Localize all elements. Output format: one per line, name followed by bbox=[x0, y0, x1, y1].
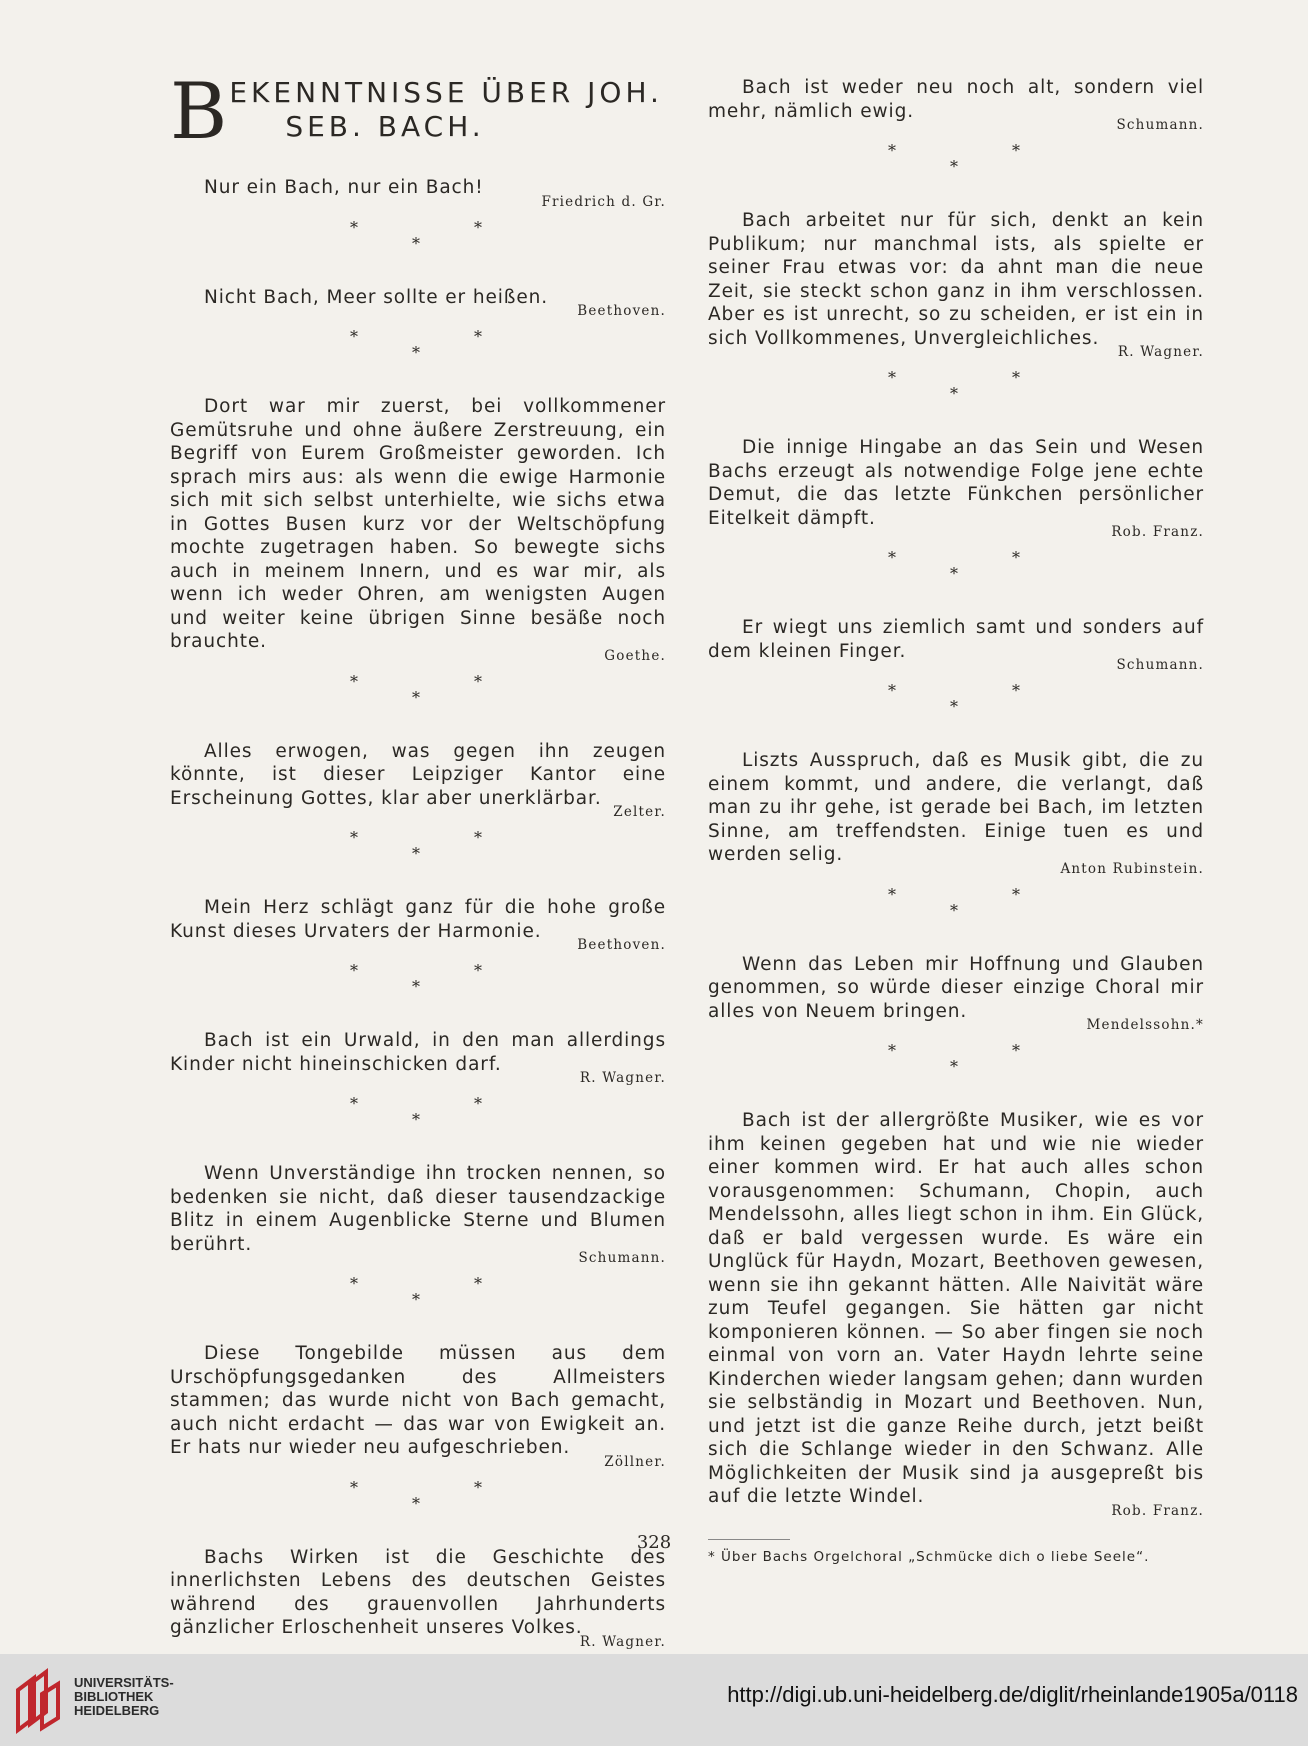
quote-block bbox=[170, 395, 666, 664]
quote-block bbox=[708, 76, 1204, 133]
quote-text: Bach ist der allergrößte Musiker, wie es vor ihm keinen gegeben hat und wie nie wieder einer kommen wird. Er hat auch alles schon vorausgenommen: Schumann, Chopin, auch Mendelssohn, alles liegt schon in ihm. Ein Glück, daß er bald vergessen wurde. Es wäre ein Unglück für Haydn, Mozart, Beethoven gewesen, wenn sie ihn gekannt hätten. Alle Naivität wäre zum Teufel gegangen. Sie hätten gar nicht komponieren können. — So aber fingen sie noch einmal von vorn an. Vater Haydn lehrte seine Kinderchen wieder langsam gehen; dann wurden sie selbständig in Mozart und Beethoven. Nun, und jetzt ist die ganze Reihe durch, jetzt beißt sich die Schlange wieder in den Schwanz. Alle Möglichkeiten der Musik sind ja ausgepreßt bis auf die letzte Windel. bbox=[708, 1110, 1204, 1507]
quote-attribution: Zelter. bbox=[613, 804, 666, 820]
asterisk-icon: * bbox=[950, 1057, 958, 1076]
quote-block bbox=[708, 953, 1204, 1034]
quote-attribution: Beethoven. bbox=[577, 937, 666, 953]
asterisk-icon: * bbox=[950, 157, 958, 176]
asterisk-icon: * bbox=[350, 327, 358, 346]
asterisk-icon: * bbox=[1012, 884, 1020, 904]
quote-attribution: Beethoven. bbox=[577, 303, 666, 319]
quote-text: Nur ein Bach, nur ein Bach! bbox=[204, 177, 484, 198]
asterism-separator bbox=[708, 137, 1204, 183]
asterism-separator bbox=[170, 1090, 666, 1136]
asterisk-icon: * bbox=[350, 828, 358, 847]
asterisk-icon: * bbox=[950, 900, 958, 920]
right-column bbox=[708, 76, 1204, 1567]
asterism-separator bbox=[708, 677, 1204, 723]
asterisk-icon: * bbox=[474, 1477, 482, 1497]
asterisk-icon: * bbox=[1012, 141, 1020, 160]
quote-text: Bachs Wirken ist die Geschichte des innerlichsten Lebens des deutschen Geistes während des grauenvollen Jahrhunderts gänzlicher Erloschenheit unseres Volkes. bbox=[170, 1546, 666, 1638]
quote-attribution: Friedrich d. Gr. bbox=[541, 193, 666, 210]
quote-block bbox=[708, 749, 1204, 877]
asterisk-icon: * bbox=[950, 697, 958, 716]
title-drop-cap: B bbox=[170, 67, 228, 157]
quote-attribution: Anton Rubinstein. bbox=[1060, 860, 1204, 877]
quote-attribution: Schumann. bbox=[1116, 117, 1204, 133]
asterisk-icon: * bbox=[474, 1274, 482, 1293]
title-line-1: EKENNTNISSE ÜBER JOH. bbox=[229, 76, 663, 109]
quote-text: Wenn das Leben mir Hoffnung und Glauben genommen, so würde dieser einzige Choral mir alles von Neuem bringen. bbox=[708, 953, 1204, 1022]
quote-attribution: R. Wagner. bbox=[1117, 344, 1204, 360]
quote-attribution: Mendelssohn.* bbox=[1086, 1017, 1204, 1033]
asterisk-icon: * bbox=[950, 564, 958, 583]
asterisk-icon: * bbox=[412, 1290, 420, 1309]
library-logo-icon[interactable] bbox=[12, 1668, 68, 1734]
asterisk-icon: * bbox=[474, 327, 482, 346]
quote-attribution: Zöllner. bbox=[604, 1453, 666, 1470]
quote-attribution: R. Wagner. bbox=[579, 1633, 666, 1650]
footnote: * Über Bachs Orgelchoral „Schmücke dich o liebe Seele“. bbox=[708, 1548, 1150, 1565]
quote-attribution: Schumann. bbox=[578, 1250, 666, 1266]
asterisk-icon: * bbox=[412, 343, 420, 362]
asterism-separator bbox=[170, 1270, 666, 1316]
right-quotes bbox=[708, 76, 1204, 1519]
quote-text: Liszts Ausspruch, daß es Musik gibt, die zu einem kommt, und andere, die verlangt, daß man zu ihr gehe, ist gerade bei Bach, im letzten Sinne, am treffendsten. Einige tuen es und werden selig. bbox=[708, 750, 1204, 865]
asterisk-icon: * bbox=[474, 828, 482, 847]
quote-text: Diese Tongebilde müssen aus dem Urschöpfungsgedanken des Allmeisters stammen; das wurde nicht von Bach gemacht, auch nicht erdacht — das war von Ewigkeit an. Er hats nur wieder neu aufgeschrieben. bbox=[170, 1343, 666, 1458]
asterisk-icon: * bbox=[888, 368, 896, 387]
quote-text: Bach ist ein Urwald, in den man allerdings Kinder nicht hineinschicken darf. bbox=[170, 1030, 666, 1075]
quote-text: Dort war mir zuerst, bei vollkommener Gemütsruhe und ohne äußere Zerstreuung, ein Begriff von Eurem Großmeister geworden. Ich sprach mirs aus: als wenn die ewige Harmonie sich mit sich selbst unterhielte, wie sichs etwa in Gottes Busen kurz vor der Weltschöpfung mochte zugetragen haben. So bewegte sichs auch in meinem Innern, und es war mir, als wenn ich weder Ohren, am wenigsten Augen und weiter keine übrigen Sinne besäße noch brauchte. bbox=[170, 396, 666, 652]
asterisk-icon: * bbox=[412, 977, 420, 996]
quote-block bbox=[170, 1162, 666, 1266]
asterism-separator bbox=[170, 824, 666, 870]
asterisk-icon: * bbox=[350, 961, 358, 980]
asterisk-icon: * bbox=[1012, 368, 1020, 387]
asterisk-icon: * bbox=[412, 1493, 420, 1513]
document-url-link[interactable]: http://digi.ub.uni-heidelberg.de/diglit/rheinlande1905a/0118 bbox=[727, 1682, 1298, 1707]
asterisk-icon: * bbox=[474, 671, 482, 691]
asterisk-icon: * bbox=[888, 681, 896, 700]
quote-text: Er wiegt uns ziemlich samt und sonders auf dem kleinen Finger. bbox=[708, 617, 1204, 662]
asterism-separator bbox=[170, 668, 666, 714]
quote-attribution: Goethe. bbox=[604, 647, 666, 664]
asterisk-icon: * bbox=[350, 217, 358, 237]
library-name-line-3: HEIDELBERG bbox=[74, 1703, 160, 1718]
quote-block bbox=[708, 209, 1204, 360]
asterisk-icon: * bbox=[412, 844, 420, 863]
asterisk-icon: * bbox=[950, 384, 958, 403]
quote-attribution: Schumann. bbox=[1116, 657, 1204, 673]
quote-block bbox=[708, 616, 1204, 673]
asterism-separator bbox=[708, 544, 1204, 590]
quote-attribution: Rob. Franz. bbox=[1111, 1502, 1204, 1519]
quote-block bbox=[170, 1342, 666, 1470]
asterisk-icon: * bbox=[412, 233, 420, 253]
quote-text: Nicht Bach, Meer sollte er heißen. bbox=[204, 286, 549, 308]
quote-block bbox=[170, 286, 666, 320]
library-name-line-1: UNIVERSITÄTS- bbox=[74, 1675, 174, 1690]
asterism-separator bbox=[170, 214, 666, 260]
asterisk-icon: * bbox=[1012, 1041, 1020, 1060]
asterisk-icon: * bbox=[1012, 681, 1020, 700]
quote-text: Die innige Hingabe an das Sein und Wesen Bachs erzeugt als notwendige Folge jene echte Demut, die das letzte Fünkchen persönlicher Eitelkeit dämpft. bbox=[708, 437, 1204, 529]
quote-block bbox=[170, 176, 666, 210]
asterisk-icon: * bbox=[888, 884, 896, 904]
article-title bbox=[170, 67, 666, 157]
asterism-separator bbox=[708, 364, 1204, 410]
asterisk-icon: * bbox=[1012, 548, 1020, 567]
asterism-separator bbox=[708, 1037, 1204, 1083]
asterisk-icon: * bbox=[350, 1477, 358, 1497]
quote-attribution: R. Wagner. bbox=[579, 1070, 666, 1086]
asterisk-icon: * bbox=[888, 1041, 896, 1060]
page-number: 328 bbox=[636, 1532, 672, 1553]
asterism-separator bbox=[170, 1474, 666, 1520]
asterisk-icon: * bbox=[474, 1094, 482, 1113]
left-column bbox=[170, 67, 666, 1726]
quote-block bbox=[170, 1546, 666, 1650]
asterisk-icon: * bbox=[350, 671, 358, 691]
asterism-separator bbox=[708, 881, 1204, 927]
library-name[interactable] bbox=[74, 1676, 174, 1718]
quote-block bbox=[170, 896, 666, 953]
library-name-line-2: BIBLIOTHEK bbox=[74, 1689, 154, 1704]
asterisk-icon: * bbox=[350, 1274, 358, 1293]
asterism-separator bbox=[170, 323, 666, 369]
quote-block bbox=[708, 1109, 1204, 1519]
asterisk-icon: * bbox=[474, 217, 482, 237]
asterisk-icon: * bbox=[888, 141, 896, 160]
asterisk-icon: * bbox=[412, 1110, 420, 1129]
quote-text: Wenn Unverständige ihn trocken nennen, so bedenken sie nicht, daß dieser tausendzackige Blitz in einem Augenblicke Sterne und Blumen berührt. bbox=[170, 1163, 666, 1255]
title-line-2: SEB. BACH. bbox=[285, 110, 485, 143]
asterisk-icon: * bbox=[350, 1094, 358, 1113]
left-quotes bbox=[170, 176, 666, 1700]
quote-text: Bach arbeitet nur für sich, denkt an kein Publikum; nur manchmal ists, als spielte er seiner Frau etwas vor: da ahnt man die neue Zeit, sie steckt schon ganz in ihm verschlossen. Aber es ist unrecht, so zu scheiden, er ist ein in sich Vollkommenes, Unvergleichliches. bbox=[708, 210, 1204, 349]
asterisk-icon: * bbox=[412, 687, 420, 707]
digitization-footer bbox=[0, 1654, 1308, 1746]
quote-text: Bach ist weder neu noch alt, sondern viel mehr, nämlich ewig. bbox=[708, 77, 1204, 122]
asterism-separator bbox=[170, 957, 666, 1003]
quote-block bbox=[170, 1029, 666, 1086]
asterisk-icon: * bbox=[474, 961, 482, 980]
quote-block bbox=[708, 436, 1204, 540]
asterisk-icon: * bbox=[888, 548, 896, 567]
quote-block bbox=[170, 740, 666, 821]
quote-text: Mein Herz schlägt ganz für die hohe große Kunst dieses Urvaters der Harmonie. bbox=[170, 897, 666, 942]
quote-attribution: Rob. Franz. bbox=[1111, 524, 1204, 540]
quote-text: Alles erwogen, was gegen ihn zeugen könnte, ist dieser Leipziger Kantor eine Erscheinung Gottes, klar aber unerklärbar. bbox=[170, 740, 666, 809]
